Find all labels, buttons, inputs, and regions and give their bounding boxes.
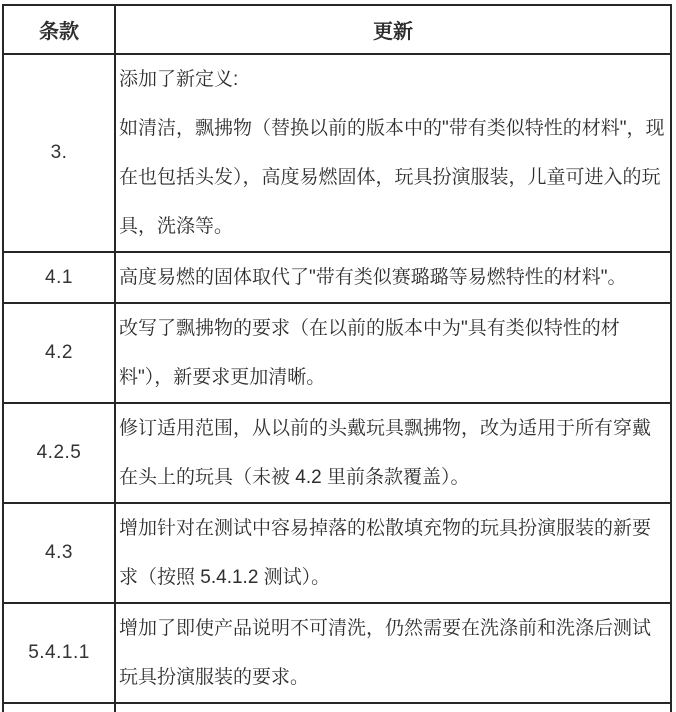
table-row bbox=[3, 303, 671, 403]
clause-cell bbox=[3, 703, 115, 712]
update-column-header: 更新 bbox=[115, 5, 671, 54]
update-paragraph: 如清洁，飘拂物（替换以前的版本中的"带有类似特性的材料"，现在也包括头发），高度易燃固体，玩具扮演服装，儿童可进入的玩具，洗涤等。 bbox=[119, 118, 665, 237]
table-row-partial bbox=[3, 703, 671, 712]
table-row bbox=[3, 403, 671, 503]
clause-cell: 5.4.1.1 bbox=[3, 603, 115, 703]
update-paragraph: 增加针对在测试中容易掉落的松散填充物的玩具扮演服装的新要求（按照 5.4.1.2 测试）。 bbox=[119, 518, 652, 588]
table-row bbox=[3, 603, 671, 703]
standard-update-table bbox=[2, 4, 672, 712]
clause-cell: 3. bbox=[3, 54, 115, 252]
update-paragraph: 添加了新定义: bbox=[119, 69, 239, 90]
clause-cell: 4.1 bbox=[3, 252, 115, 303]
clause-cell: 4.2 bbox=[3, 303, 115, 403]
update-paragraph: 改写了飘拂物的要求（在以前的版本中为"具有类似特性的材料"），新要求更加清晰。 bbox=[119, 318, 620, 388]
update-cell bbox=[115, 403, 671, 503]
update-cell bbox=[115, 603, 671, 703]
update-cell bbox=[115, 303, 671, 403]
update-cell bbox=[115, 54, 671, 252]
clause-cell: 4.2.5 bbox=[3, 403, 115, 503]
table-row bbox=[3, 252, 671, 303]
update-cell bbox=[115, 703, 671, 712]
clause-cell: 4.3 bbox=[3, 503, 115, 603]
table-header-row bbox=[3, 5, 671, 54]
table-row bbox=[3, 54, 671, 252]
update-cell bbox=[115, 503, 671, 603]
update-paragraph: 增加了即使产品说明不可清洗，仍然需要在洗涤前和洗涤后测试玩具扮演服装的要求。 bbox=[119, 618, 652, 688]
update-cell bbox=[115, 252, 671, 303]
update-paragraph: 修订适用范围，从以前的头戴玩具飘拂物，改为适用于所有穿戴在头上的玩具（未被 4.2 里前条款覆盖）。 bbox=[119, 418, 652, 488]
update-paragraph: 高度易燃的固体取代了"带有类似赛璐璐等易燃特性的材料"。 bbox=[119, 267, 627, 288]
clause-column-header: 条款 bbox=[3, 5, 115, 54]
table-row bbox=[3, 503, 671, 603]
